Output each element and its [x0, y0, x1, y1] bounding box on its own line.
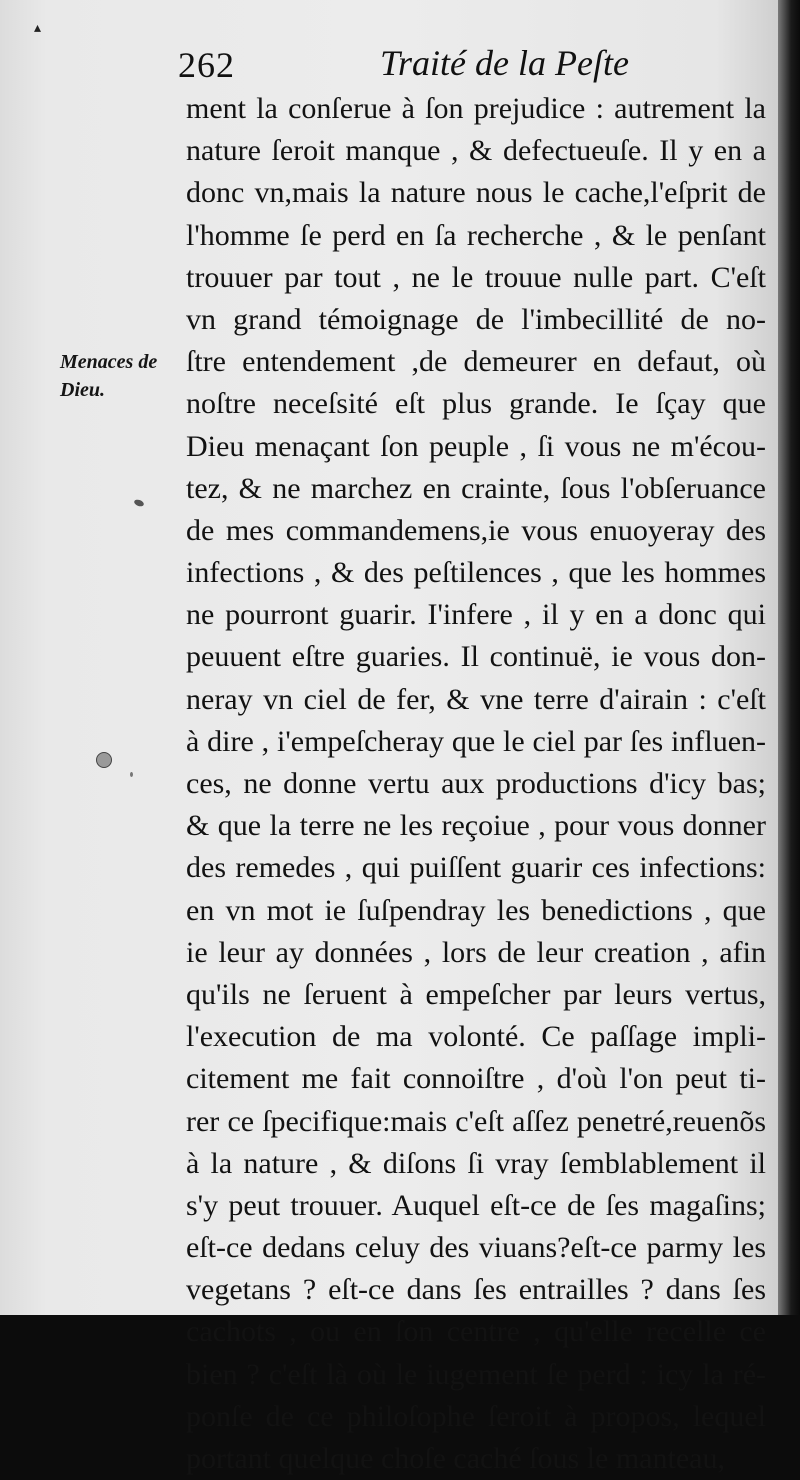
text-line: à dire , i'empeſcheray que le ciel par ſes influen- — [186, 724, 766, 758]
text-line: ſtre entendement ,de demeurer en defaut, où — [186, 345, 766, 379]
text-line: ponſe de ce philoſophe ſeroit à propos, lequel — [186, 1399, 766, 1433]
body-text — [186, 88, 766, 1480]
text-line: l'homme ſe perd en ſa recherche , & le penſant — [186, 218, 766, 252]
marginal-note — [60, 348, 185, 404]
text-line: tez, & ne marchez en crainte, ſous l'obſeruance — [186, 471, 766, 505]
ink-speck — [133, 498, 144, 507]
text-line: qu'ils ne ſeruent à empeſcher par leurs vertus, — [186, 977, 766, 1011]
text-line: & que la terre ne les reçoiue , pour vous donner — [186, 809, 766, 843]
text-line: l'execution de ma volonté. Ce paſſage impli- — [186, 1020, 766, 1054]
text-line: des remedes , qui puiſſent guarir ces infections: — [186, 851, 766, 885]
text-line: nature ſeroit manque , & defectueuſe. Il y en a — [186, 134, 766, 168]
text-line: eſt-ce dedans celuy des viuans?eſt-ce parmy les — [186, 1231, 766, 1265]
corner-ink-mark: ▴ — [34, 20, 42, 36]
marginal-note-line: Dieu. — [60, 379, 105, 401]
text-line: s'y peut trouuer. Auquel eſt-ce de ſes magaſins; — [186, 1188, 766, 1222]
text-line: infections , & des peſtilences , que les hommes — [186, 556, 766, 590]
text-line: portant quelque choſe caché ſous le manteau, — [186, 1442, 725, 1475]
text-line: noſtre neceſsité eſt plus grande. Ie ſçay que — [186, 387, 766, 421]
text-line: ces, ne donne vertu aux productions d'icy bas; — [186, 767, 766, 800]
text-line: bien ? c'eſt là où le iugement ſe perd : icy la ré- — [186, 1357, 766, 1391]
text-line: citement me fait connoiſtre , d'où l'on peut ti- — [186, 1062, 766, 1096]
marginal-note-line: Menaces de — [60, 351, 158, 373]
page-number: 262 — [178, 45, 235, 85]
text-line: neray vn ciel de fer, & vne terre d'airain : c'eſt — [186, 682, 766, 716]
text-line: à la nature , & diſons ſi vray ſemblablement il — [186, 1146, 766, 1180]
page-edge-shadow — [778, 0, 800, 1315]
text-line: donc vn,mais la nature nous le cache,l'eſprit de — [186, 176, 766, 210]
text-line: rer ce ſpecifique:mais c'eſt aſſez penetré,reuenõs — [186, 1104, 766, 1138]
text-line: de mes commandemens,ie vous enuoyeray des — [186, 513, 766, 547]
text-line: vn grand témoignage de l'imbecillité de no- — [186, 302, 766, 336]
text-line: en vn mot ie ſuſpendray les benedictions , que — [186, 893, 766, 927]
text-line: Dieu menaçant ſon peuple , ſi vous ne m'écou- — [186, 429, 766, 463]
text-line: ment la conſerue à ſon prejudice : autrement la — [186, 92, 766, 125]
text-line: trouuer par tout , ne le trouue nulle part. C'eſt — [186, 260, 766, 294]
text-line: vegetans ? eſt-ce dans ſes entrailles ? dans ſes — [186, 1273, 766, 1307]
text-line: cachots , ou en ſon centre , qu'elle recelle ce — [186, 1315, 766, 1349]
text-line: ne pourront guarir. I'infere , il y en a donc qui — [186, 598, 766, 632]
text-line: ie leur ay données , lors de leur creation , afin — [186, 935, 766, 969]
running-title: Traité de la Peſte — [380, 43, 629, 83]
ink-speck — [130, 772, 133, 777]
ink-speck — [96, 752, 112, 768]
text-line: peuuent eſtre guaries. Il continuë, ie vous don- — [186, 640, 766, 674]
